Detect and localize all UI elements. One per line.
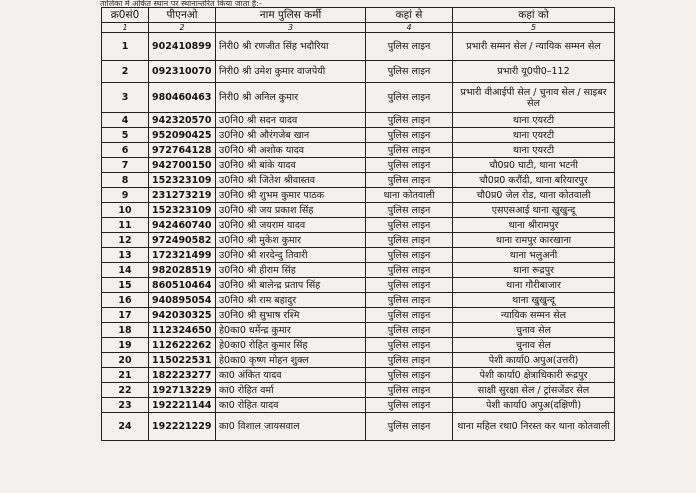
to-location: चौ0प्र0 घाटी, थाना भटनी: [453, 158, 615, 173]
column-number-row: [102, 23, 615, 33]
serial-number: 10: [102, 203, 149, 218]
from-location: पुलिस लाइन: [366, 308, 453, 323]
to-location: चुनाव सेल: [453, 338, 615, 353]
employee-name: उ0नि0 श्री जयराम यादव: [216, 218, 366, 233]
to-location: पेशी कार्या0 अपुअ(उत्तरी): [453, 353, 615, 368]
employee-name: हे0का0 धर्मेन्द्र कुमार: [216, 323, 366, 338]
from-location: पुलिस लाइन: [366, 173, 453, 188]
table-row: [102, 218, 615, 233]
from-location: पुलिस लाइन: [366, 33, 453, 61]
col-number: 2: [149, 23, 216, 33]
table-row: [102, 338, 615, 353]
from-location: थाना कोतवाली: [366, 188, 453, 203]
employee-name: उ0नि0 श्री बांके यादव: [216, 158, 366, 173]
table-body: [102, 33, 615, 441]
serial-number: 18: [102, 323, 149, 338]
from-location: पुलिस लाइन: [366, 248, 453, 263]
top-note: तालिका में अंकित स्थान पर स्थानान्तरित किया जाता है:-: [100, 0, 262, 8]
from-location: पुलिस लाइन: [366, 218, 453, 233]
from-location: पुलिस लाइन: [366, 293, 453, 308]
pno-cell: 980460463: [149, 83, 216, 113]
to-location: पेशी कार्या0 अपुअ(दक्षिणी): [453, 398, 615, 413]
employee-name: उ0नि0 श्री शुभम कुमार पाठक: [216, 188, 366, 203]
from-location: पुलिस लाइन: [366, 233, 453, 248]
from-location: पुलिस लाइन: [366, 263, 453, 278]
table-row: [102, 353, 615, 368]
to-location: थाना रूद्रपुर: [453, 263, 615, 278]
employee-name: हे0का0 रोहित कुमार सिंह: [216, 338, 366, 353]
pno-cell: 172321499: [149, 248, 216, 263]
serial-number: 19: [102, 338, 149, 353]
employee-name: उ0नि0 श्री मुकेश कुमार: [216, 233, 366, 248]
pno-cell: 092310070: [149, 61, 216, 83]
pno-cell: 952090425: [149, 128, 216, 143]
pno-cell: 972490582: [149, 233, 216, 248]
table-row: [102, 83, 615, 113]
from-location: पुलिस लाइन: [366, 143, 453, 158]
table-row: [102, 33, 615, 61]
serial-number: 1: [102, 33, 149, 61]
table-row: [102, 248, 615, 263]
employee-name: का0 रोहित यादव: [216, 398, 366, 413]
pno-cell: 115022531: [149, 353, 216, 368]
serial-number: 16: [102, 293, 149, 308]
header-to: कहां को: [453, 8, 615, 23]
pno-cell: 192713229: [149, 383, 216, 398]
from-location: पुलिस लाइन: [366, 113, 453, 128]
header-row: [102, 8, 615, 23]
pno-cell: 942320570: [149, 113, 216, 128]
pno-cell: 112622262: [149, 338, 216, 353]
from-location: पुलिस लाइन: [366, 278, 453, 293]
to-location: थाना रामपुर कारखाना: [453, 233, 615, 248]
table-row: [102, 203, 615, 218]
table-row: [102, 368, 615, 383]
to-location: थाना एयरटी: [453, 113, 615, 128]
table-row: [102, 188, 615, 203]
to-location: थाना गौरीबाजार: [453, 278, 615, 293]
serial-number: 6: [102, 143, 149, 158]
table-row: [102, 278, 615, 293]
pno-cell: 152323109: [149, 203, 216, 218]
table-row: [102, 61, 615, 83]
serial-number: 21: [102, 368, 149, 383]
pno-cell: 940895054: [149, 293, 216, 308]
table-row: [102, 308, 615, 323]
serial-number: 13: [102, 248, 149, 263]
to-location: पेशी कार्या0 क्षेत्राधिकारी रूद्रपुर: [453, 368, 615, 383]
employee-name: उ0नि0 श्री जितेश श्रीवास्तव: [216, 173, 366, 188]
from-location: पुलिस लाइन: [366, 353, 453, 368]
pno-cell: 152323109: [149, 173, 216, 188]
to-location: चौ0प्र0 जेल रोड, थाना कोतवाली: [453, 188, 615, 203]
employee-name: उ0नि0 श्री औरंगजेब खान: [216, 128, 366, 143]
pno-cell: 112324650: [149, 323, 216, 338]
to-location: प्रभारी यू0पी0–112: [453, 61, 615, 83]
pno-cell: 942460740: [149, 218, 216, 233]
serial-number: 7: [102, 158, 149, 173]
serial-number: 12: [102, 233, 149, 248]
employee-name: उ0नि0 श्री जय प्रकाश सिंह: [216, 203, 366, 218]
table-row: [102, 323, 615, 338]
from-location: पुलिस लाइन: [366, 323, 453, 338]
header-sn: क्र0सं0: [102, 8, 149, 23]
table-row: [102, 233, 615, 248]
serial-number: 20: [102, 353, 149, 368]
from-location: पुलिस लाइन: [366, 203, 453, 218]
serial-number: 3: [102, 83, 149, 113]
employee-name: हे0का0 कृष्ण मोहन शुक्ल: [216, 353, 366, 368]
pno-cell: 231273219: [149, 188, 216, 203]
to-location: एसएसआई थाना खुखुन्दू: [453, 203, 615, 218]
to-location: थाना भलुअनी: [453, 248, 615, 263]
from-location: पुलिस लाइन: [366, 398, 453, 413]
transfer-table: [101, 7, 615, 441]
employee-name: उ0नि0 श्री बालेन्द्र प्रताप सिंह: [216, 278, 366, 293]
table-row: [102, 293, 615, 308]
to-location: न्यायिक सम्मन सेल: [453, 308, 615, 323]
to-location: प्रभारी सम्मन सेल / न्यायिक सम्मन सेल: [453, 33, 615, 61]
to-location: प्रभारी वीआईपी सेल / चुनाव सेल / साइबर सेल: [453, 83, 615, 113]
table-row: [102, 263, 615, 278]
serial-number: 5: [102, 128, 149, 143]
col-number: 1: [102, 23, 149, 33]
to-location: थाना एयरटी: [453, 128, 615, 143]
employee-name: उ0नि0 श्री सुभाष रश्मि: [216, 308, 366, 323]
from-location: पुलिस लाइन: [366, 413, 453, 441]
table-row: [102, 113, 615, 128]
serial-number: 2: [102, 61, 149, 83]
employee-name: उ0नि0 श्री शरदेन्दु तिवारी: [216, 248, 366, 263]
pno-cell: 902410899: [149, 33, 216, 61]
pno-cell: 982028519: [149, 263, 216, 278]
pno-cell: 860510464: [149, 278, 216, 293]
to-location: थाना खुखुन्दू: [453, 293, 615, 308]
employee-name: निरी0 श्री रणजीत सिंह भदौरिया: [216, 33, 366, 61]
employee-name: निरी0 श्री उमेश कुमार वाजपेयी: [216, 61, 366, 83]
serial-number: 24: [102, 413, 149, 441]
to-location: थाना एयरटी: [453, 143, 615, 158]
employee-name: का0 रोहित वर्मा: [216, 383, 366, 398]
from-location: पुलिस लाइन: [366, 83, 453, 113]
serial-number: 15: [102, 278, 149, 293]
from-location: पुलिस लाइन: [366, 158, 453, 173]
table-row: [102, 173, 615, 188]
pno-cell: 192221229: [149, 413, 216, 441]
pno-cell: 942700150: [149, 158, 216, 173]
to-location: चौ0प्र0 करौंदी, थाना बरियारपुर: [453, 173, 615, 188]
to-location: थाना महिल रथा0 निरस्त कर थाना कोतवाली: [453, 413, 615, 441]
serial-number: 4: [102, 113, 149, 128]
to-location: थाना श्रीरामपुर: [453, 218, 615, 233]
employee-name: उ0नि0 श्री अशोक यादव: [216, 143, 366, 158]
employee-name: उ0नि0 श्री हीराम सिंह: [216, 263, 366, 278]
serial-number: 9: [102, 188, 149, 203]
employee-name: उ0नि0 श्री राम बहादुर: [216, 293, 366, 308]
col-number: 3: [216, 23, 366, 33]
from-location: पुलिस लाइन: [366, 338, 453, 353]
serial-number: 23: [102, 398, 149, 413]
header-pno: पीएनओ: [149, 8, 216, 23]
header-from: कहां से: [366, 8, 453, 23]
serial-number: 17: [102, 308, 149, 323]
to-location: चुनाव सेल: [453, 323, 615, 338]
table-row: [102, 128, 615, 143]
employee-name: का0 विशाल जायसवाल: [216, 413, 366, 441]
from-location: पुलिस लाइन: [366, 128, 453, 143]
table-row: [102, 413, 615, 441]
pno-cell: 972764128: [149, 143, 216, 158]
serial-number: 14: [102, 263, 149, 278]
pno-cell: 192221144: [149, 398, 216, 413]
serial-number: 11: [102, 218, 149, 233]
table-row: [102, 143, 615, 158]
employee-name: का0 अंकित यादव: [216, 368, 366, 383]
from-location: पुलिस लाइन: [366, 368, 453, 383]
employee-name: निरी0 श्री अनिल कुमार: [216, 83, 366, 113]
col-number: 4: [366, 23, 453, 33]
pno-cell: 182223277: [149, 368, 216, 383]
employee-name: उ0नि0 श्री सदन यादव: [216, 113, 366, 128]
header-name: नाम पुलिस कर्मी: [216, 8, 366, 23]
col-number: 5: [453, 23, 615, 33]
from-location: पुलिस लाइन: [366, 383, 453, 398]
from-location: पुलिस लाइन: [366, 61, 453, 83]
to-location: साक्षी सुरक्षा सेल / ट्रांसजेंडर सेल: [453, 383, 615, 398]
serial-number: 22: [102, 383, 149, 398]
table-row: [102, 383, 615, 398]
serial-number: 8: [102, 173, 149, 188]
pno-cell: 942030325: [149, 308, 216, 323]
table-row: [102, 398, 615, 413]
table-row: [102, 158, 615, 173]
